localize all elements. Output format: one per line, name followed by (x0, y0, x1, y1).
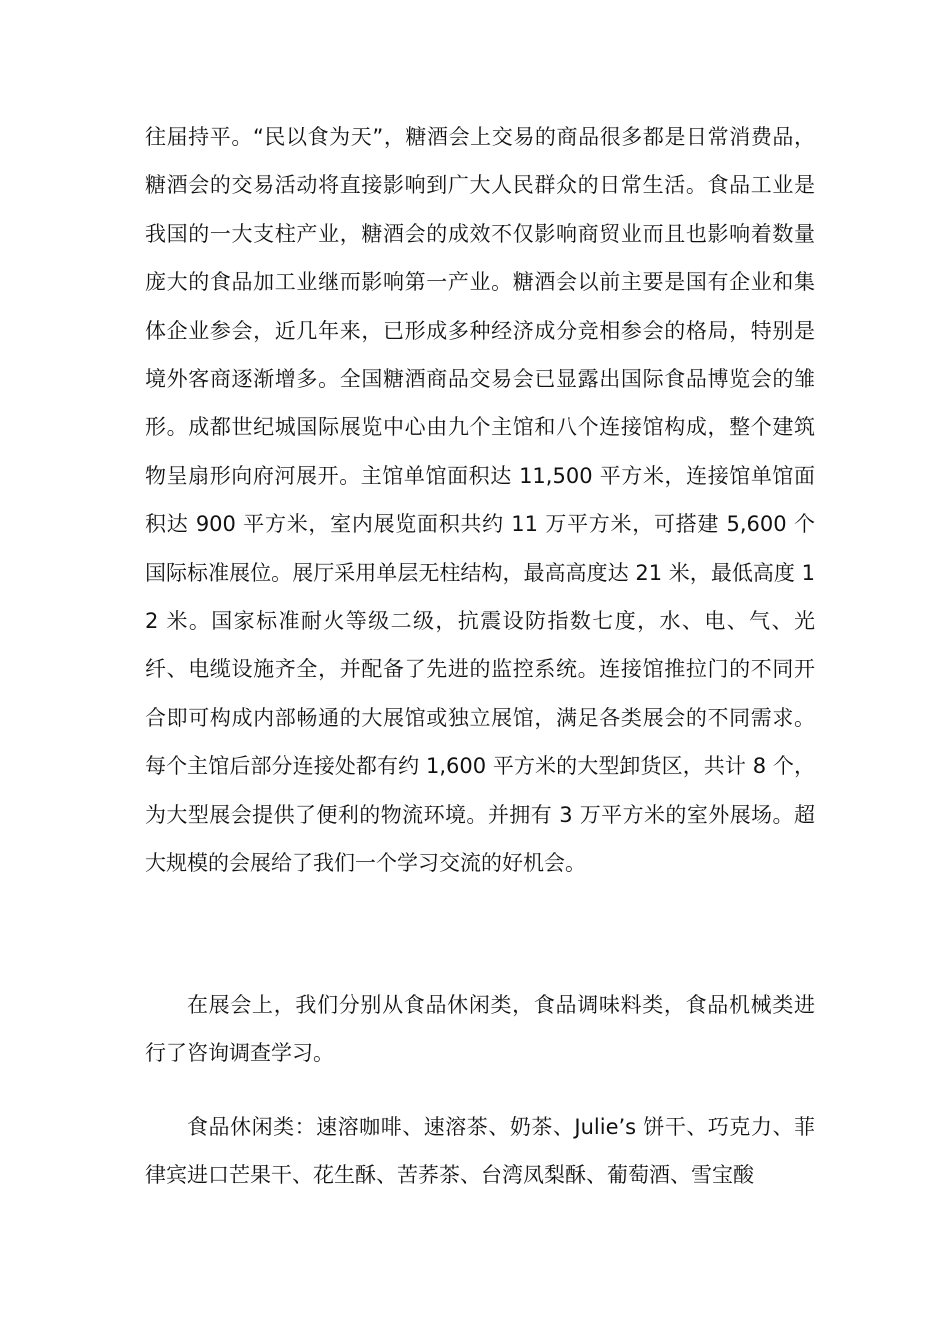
body-paragraph-leisure-food: 食品休闲类：速溶咖啡、速溶茶、奶茶、Julie’s 饼干、巧克力、菲律宾进口芒果干、花生酥、苦荞茶、台湾凤梨酥、葡萄酒、雪宝酸 (145, 1115, 815, 1188)
body-paragraph-exhibition-overview: 往届持平。“民以食为天”，糖酒会上交易的商品很多都是日常消费品，糖酒会的交易活动将直接影响到广大人民群众的日常生活。食品工业是我国的一大支柱产业，糖酒会的成效不仅影响商贸业而且也影响着数量庞大的食品加工业继而影响第一产业。糖酒会以前主要是国有企业和集体企业参会，近几年来，已形成多种经济成分竞相参会的格局，特别是境外客商逐渐增多。全国糖酒商品交易会已显露出国际食品博览会的雏形。成都世纪城国际展览中心由九个主馆和八个连接馆构成，整个建筑物呈扇形向府河展开。主馆单馆面积达 11,500 平方米，连接馆单馆面积达 900 平方米，室内展览面积共约 11 万平方米，可搭建 5,600 个国际标准展位。展厅采用单层无柱结构，最高高度达 21 米，最低高度 12 米。国家标准耐火等级二级，抗震设防指数七度，水、电、气、光纤、电缆设施齐全，并配备了先进的监控系统。连接馆推拉门的不同开合即可构成内部畅通的大展馆或独立展馆，满足各类展会的不同需求。每个主馆后部分连接处都有约 1,600 平方米的大型卸货区，共计 8 个，为大型展会提供了便利的物流环境。并拥有 3 万平方米的室外展场。超大规模的会展给了我们一个学习交流的好机会。 (145, 125, 815, 876)
body-paragraph-survey-categories: 在展会上，我们分别从食品休闲类，食品调味料类，食品机械类进行了咨询调查学习。 (145, 993, 815, 1066)
